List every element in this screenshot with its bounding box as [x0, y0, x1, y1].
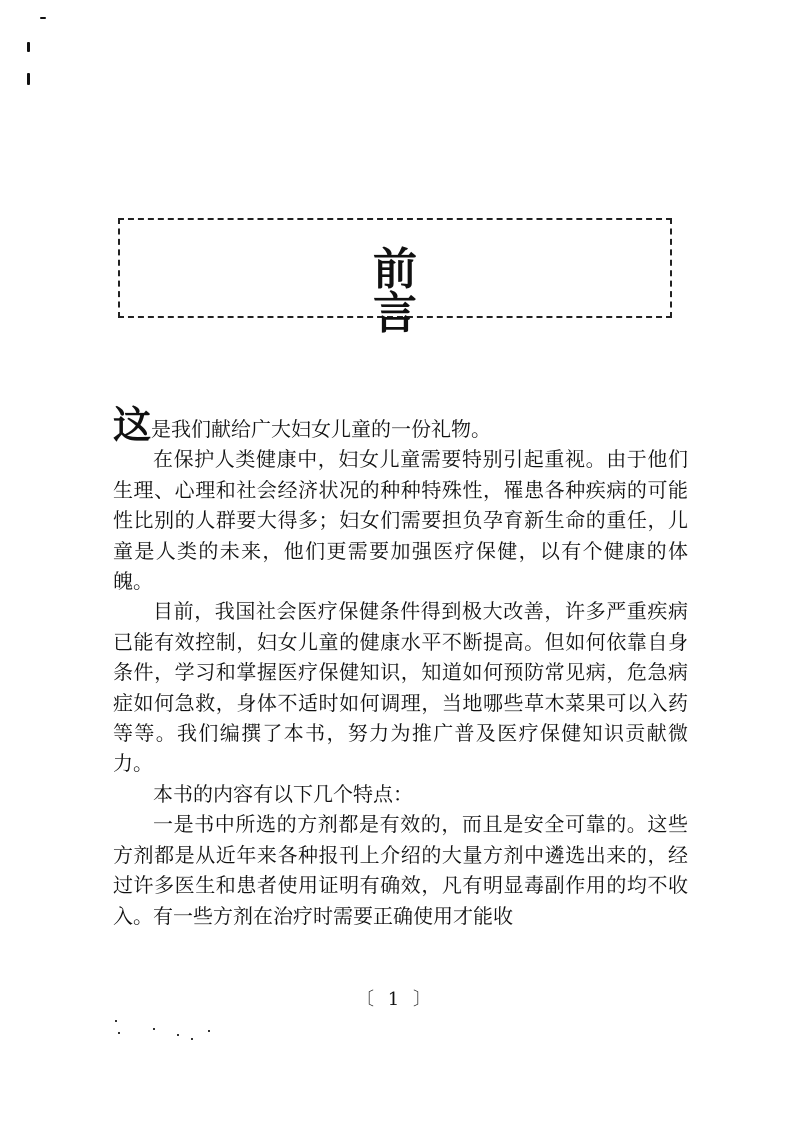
- scan-mark: [27, 42, 30, 52]
- drop-cap: 这: [113, 402, 152, 447]
- paragraph-2: 在保护人类健康中，妇女儿童需要特别引起重视。由于他们生理、心理和社会经济状况的种种特殊性，罹患各种疾病的可能性比别的人群要大得多；妇女们需要担负孕育新生命的重任，儿童是人类的未来，他们更需要加强医疗保健，以有个健康的体魄。: [113, 447, 688, 594]
- paragraph-3: 目前，我国社会医疗保健条件得到极大改善，许多严重疾病已能有效控制，妇女儿童的健康水平不断提高。但如何依靠自身条件，学习和掌握医疗保健知识，知道如何预防常见病，危急病症如何急救，身体不适时如何调理，当地哪些草木菜果可以入药等等。我们编撰了本书，努力为推广普及医疗保健知识贡献微力。: [113, 599, 688, 776]
- page-title: 前 言: [373, 244, 681, 339]
- scan-mark: [27, 73, 30, 85]
- paragraph-1: [113, 402, 688, 447]
- paragraph-5: 一是书中所选的方剂都是有效的，而且是安全可靠的。这些方剂都是从近年来各种报刊上介绍的大量方剂中遴选出来的，经过许多医生和患者使用证明有确效，凡有明显毒副作用的均不收入。有一些方剂在治疗时需要正确使用才能收: [113, 812, 688, 928]
- scan-mark: [40, 17, 46, 19]
- paragraph-text: 是我们献给广大妇女儿童的一份礼物。: [151, 417, 492, 441]
- page-number: 〔 1 〕: [356, 989, 435, 1010]
- paragraph-4: 本书的内容有以下几个特点：: [153, 781, 413, 806]
- preface-body: [113, 402, 688, 931]
- title-frame: [118, 218, 681, 339]
